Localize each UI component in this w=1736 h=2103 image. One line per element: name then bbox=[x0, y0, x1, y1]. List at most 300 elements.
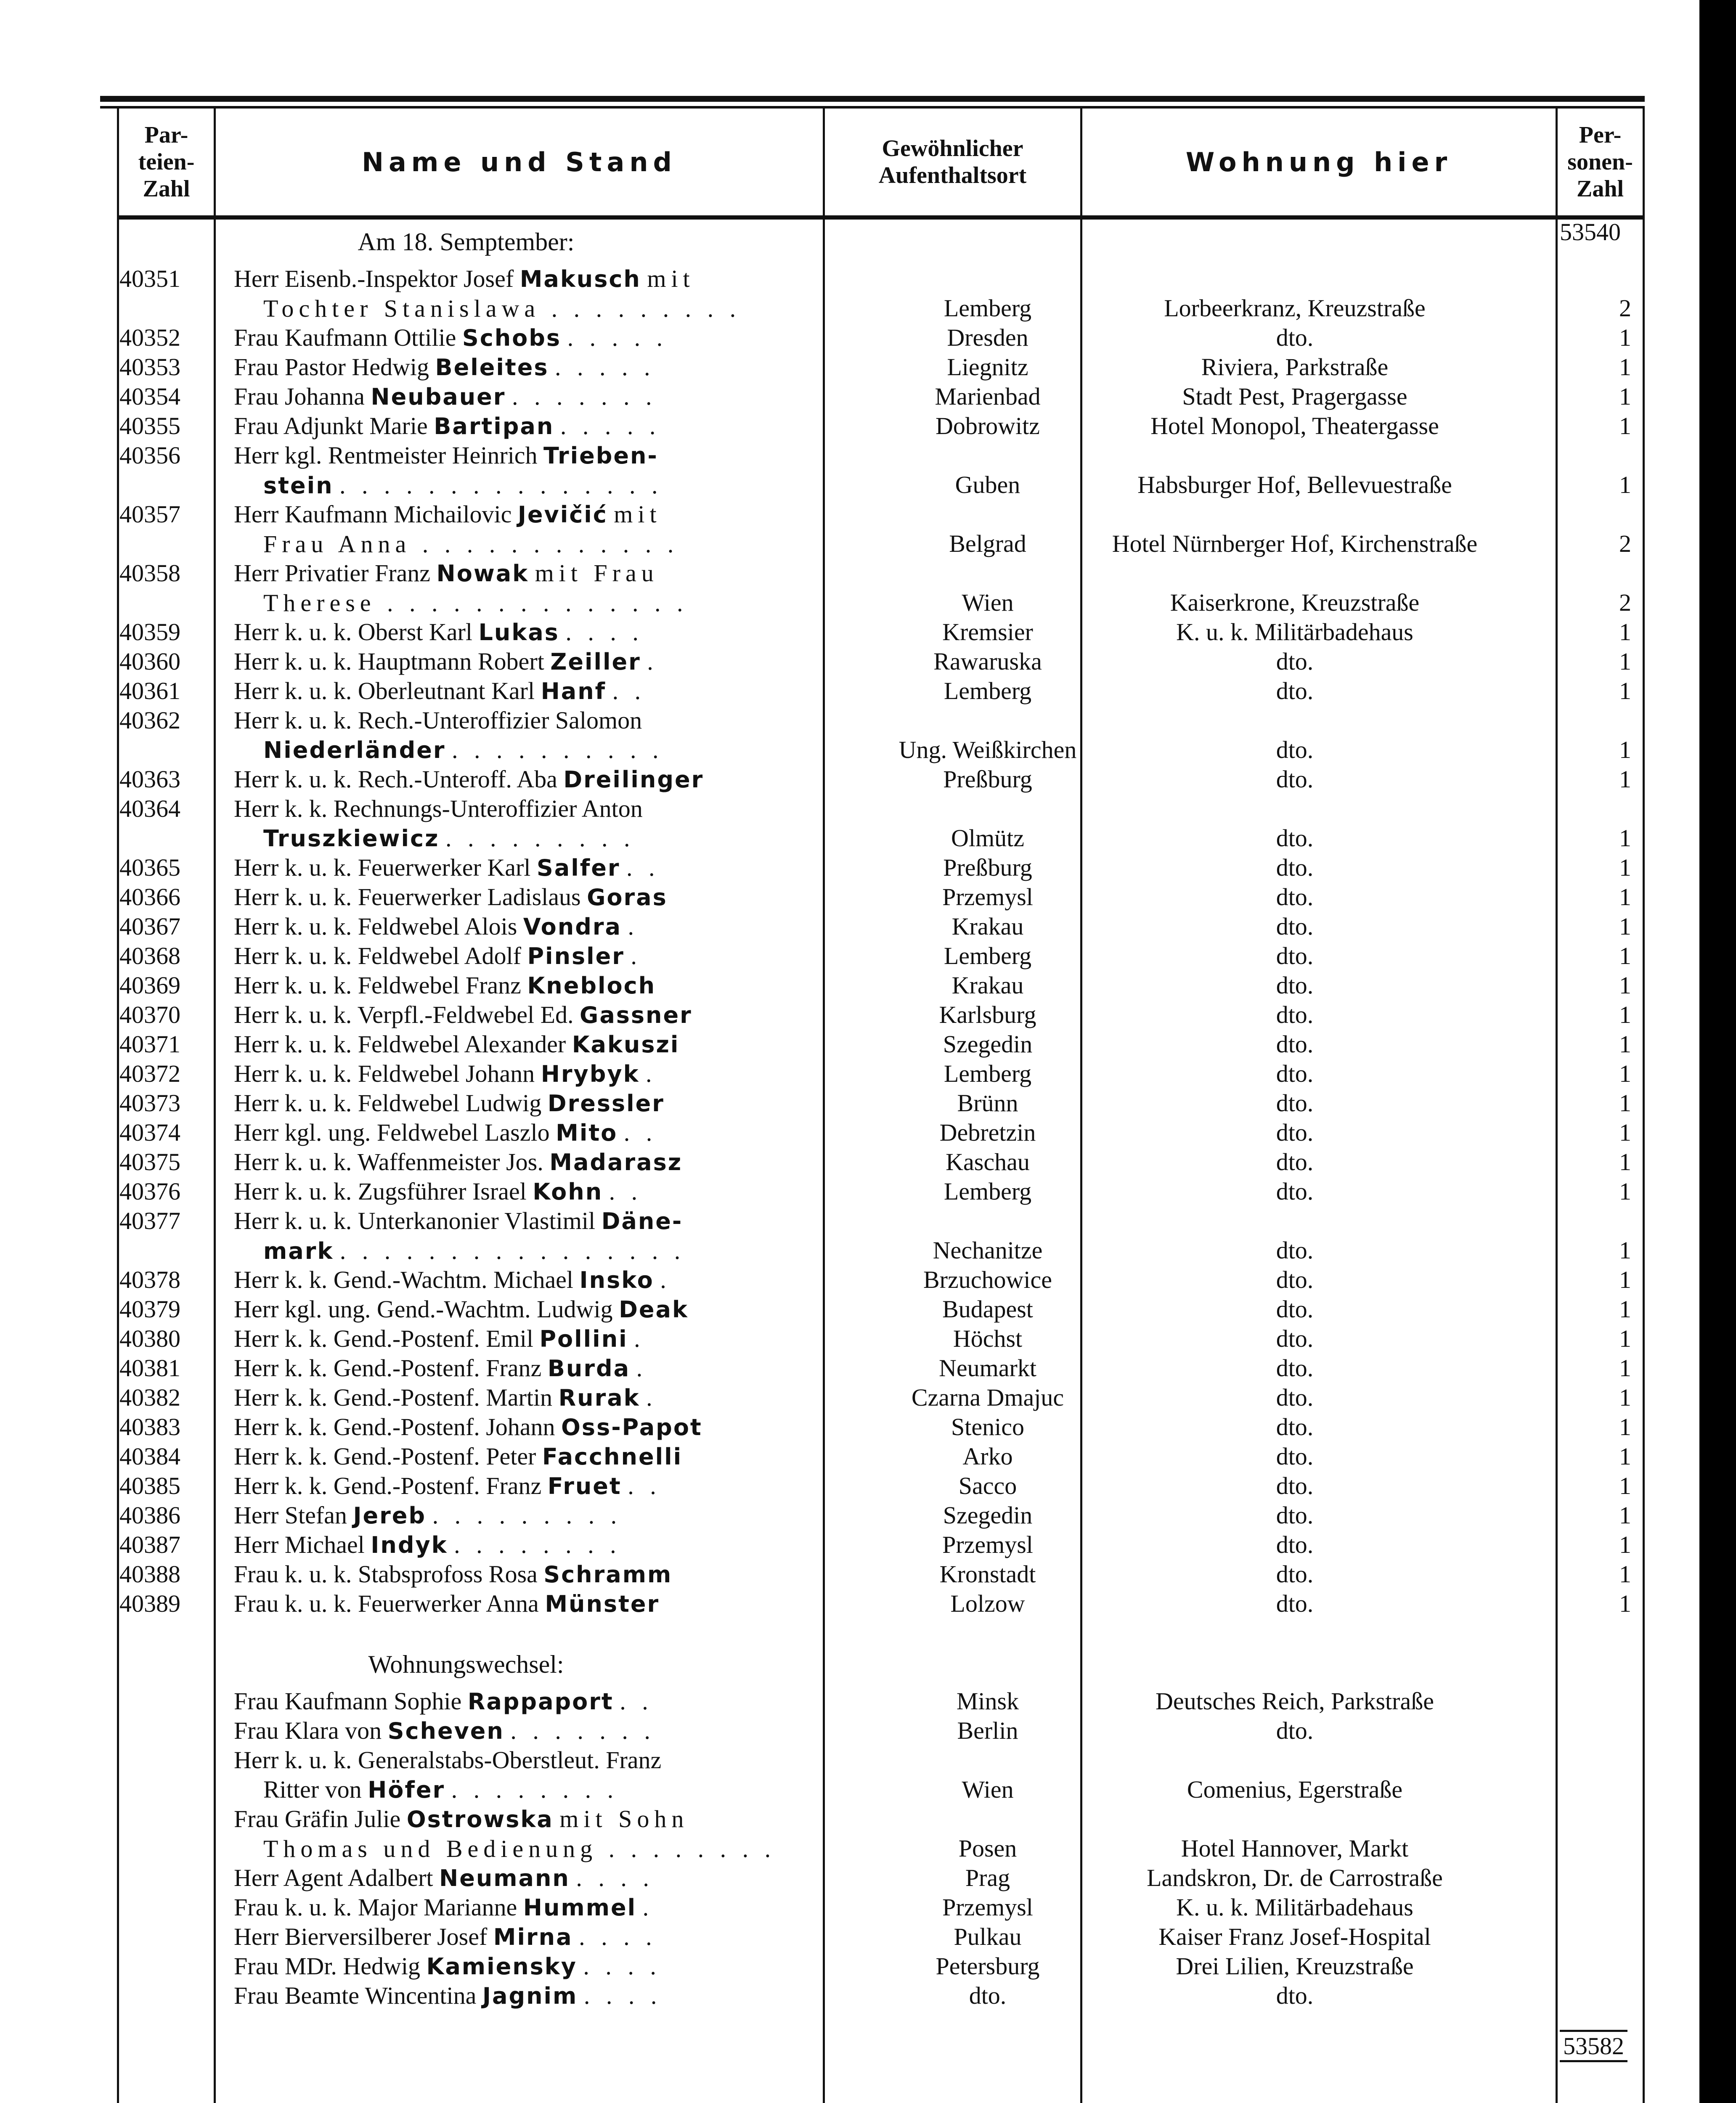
name-line2-prefix: Ritter von bbox=[263, 1776, 362, 1803]
entry-line1 bbox=[234, 1922, 657, 1952]
origin: Lolzow bbox=[950, 1590, 1025, 1617]
entry-name bbox=[234, 1206, 915, 1266]
origin: Olmütz bbox=[951, 824, 1024, 852]
name-prefix: Herr Bierversilberer Josef bbox=[234, 1923, 488, 1950]
person-count: 1 bbox=[1619, 648, 1631, 675]
entry-name bbox=[234, 264, 915, 323]
entry-name bbox=[234, 1893, 915, 1923]
section-date: Am 18. Semptember: bbox=[358, 228, 575, 256]
entry-name bbox=[234, 617, 915, 647]
address: Kaiserkrone, Kreuzstraße bbox=[1170, 589, 1420, 616]
entry-line1 bbox=[234, 1501, 622, 1531]
entry-name bbox=[234, 382, 915, 412]
address: dto. bbox=[1276, 1590, 1314, 1617]
entry-line1 bbox=[234, 1206, 683, 1236]
entry-line1 bbox=[234, 352, 655, 382]
surname: Neubauer bbox=[371, 384, 506, 410]
origin: Przemysl bbox=[942, 1894, 1033, 1921]
entry-name bbox=[234, 1952, 915, 1981]
address: dto. bbox=[1276, 942, 1314, 969]
name-suffix: mit bbox=[647, 265, 695, 292]
register-row bbox=[100, 1206, 1645, 1265]
register-row bbox=[100, 382, 1645, 411]
person-count: 1 bbox=[1619, 1354, 1631, 1382]
register-row bbox=[100, 411, 1645, 441]
entry-name bbox=[234, 1295, 915, 1324]
entry-line1 bbox=[234, 882, 668, 912]
entry-name bbox=[234, 1442, 915, 1472]
address: dto. bbox=[1276, 1060, 1314, 1087]
address: dto. bbox=[1276, 1119, 1314, 1146]
party-number: 40356 bbox=[119, 442, 180, 469]
address: Kaiser Franz Josef-Hospital bbox=[1158, 1923, 1431, 1950]
entry-name bbox=[234, 1030, 915, 1059]
register-row bbox=[100, 941, 1645, 971]
person-count: 1 bbox=[1619, 1030, 1631, 1058]
entry-line1 bbox=[234, 1353, 647, 1383]
name-prefix: Frau Kaufmann Ottilie bbox=[234, 324, 456, 351]
surname: Bartipan bbox=[434, 413, 554, 440]
origin: Pulkau bbox=[954, 1923, 1022, 1950]
address: dto. bbox=[1276, 324, 1314, 351]
entry-line2 bbox=[234, 735, 915, 765]
origin: Nechanitze bbox=[933, 1237, 1043, 1264]
entry-line1 bbox=[234, 1265, 671, 1295]
surname: Höfer bbox=[368, 1777, 445, 1803]
person-count: 1 bbox=[1619, 1295, 1631, 1323]
surname: Rappaport bbox=[467, 1688, 614, 1715]
surname: Dressler bbox=[547, 1090, 665, 1117]
party-number: 40389 bbox=[119, 1590, 180, 1617]
register-row bbox=[100, 1147, 1645, 1177]
name-prefix: Frau Gräfin Julie bbox=[234, 1805, 401, 1833]
name-prefix: Frau Klara von bbox=[234, 1717, 382, 1744]
name-suffix: . . . . bbox=[565, 618, 644, 646]
party-number: 40382 bbox=[119, 1384, 180, 1411]
name-prefix: Frau Johanna bbox=[234, 383, 365, 410]
name-suffix: . bbox=[646, 1384, 657, 1411]
entry-line2 bbox=[234, 1775, 915, 1805]
surname: Gassner bbox=[580, 1002, 692, 1028]
person-count: 1 bbox=[1619, 618, 1631, 646]
person-count: 1 bbox=[1619, 883, 1631, 911]
entry-line1 bbox=[234, 647, 658, 677]
change-row bbox=[100, 1804, 1645, 1863]
surname: Scheven bbox=[387, 1718, 504, 1744]
party-number: 40362 bbox=[119, 707, 180, 734]
top-rule bbox=[100, 96, 1645, 102]
name-prefix: Frau Beamte Wincentina bbox=[234, 1982, 477, 2009]
name-suffix: . . . . . . . . . bbox=[432, 1502, 622, 1529]
party-number: 40358 bbox=[119, 559, 180, 587]
origin: Rawaruska bbox=[933, 648, 1042, 675]
entry-line2 bbox=[234, 824, 915, 853]
surname: Niederländer bbox=[263, 737, 446, 763]
party-number: 40366 bbox=[119, 883, 180, 911]
name-prefix: Herr Kaufmann Michailovic bbox=[234, 501, 512, 528]
entry-line1 bbox=[234, 1687, 653, 1716]
person-count: 1 bbox=[1619, 1178, 1631, 1205]
name-prefix: Herr k. k. Rechnungs-Unteroffizier Anton bbox=[234, 795, 643, 822]
address: Landskron, Dr. de Carrostraße bbox=[1147, 1864, 1443, 1891]
register-row bbox=[100, 323, 1645, 352]
name-prefix: Herr k. u. k. Feldwebel Ludwig bbox=[234, 1089, 542, 1117]
entry-line1 bbox=[234, 1324, 645, 1354]
party-number: 40370 bbox=[119, 1001, 180, 1028]
name-line2: Frau Anna . . . . . . . . . . . . bbox=[263, 530, 679, 558]
party-number: 40378 bbox=[119, 1266, 180, 1293]
entry-line1 bbox=[234, 1745, 661, 1775]
surname: Burda bbox=[547, 1355, 631, 1382]
name-suffix: . . . . bbox=[579, 1923, 657, 1950]
change-row bbox=[100, 1687, 1645, 1716]
surname: Kohn bbox=[533, 1179, 603, 1205]
origin: Krakau bbox=[951, 913, 1024, 940]
address: dto. bbox=[1276, 1178, 1314, 1205]
person-count: 1 bbox=[1619, 854, 1631, 881]
person-count: 1 bbox=[1619, 972, 1631, 999]
entry-name bbox=[234, 1471, 915, 1501]
entry-line1 bbox=[234, 676, 646, 706]
party-number: 40374 bbox=[119, 1119, 180, 1146]
address: dto. bbox=[1276, 1384, 1314, 1411]
entry-line1 bbox=[234, 1412, 702, 1442]
name-prefix: Herr k. u. k. Feuerwerker Ladislaus bbox=[234, 883, 581, 911]
name-suffix: . . . . bbox=[576, 1864, 654, 1891]
person-count: 1 bbox=[1619, 1590, 1631, 1617]
name-prefix: Herr k. u. k. Waffenmeister Jos. bbox=[234, 1148, 543, 1176]
party-number: 40364 bbox=[119, 795, 180, 822]
party-number: 40351 bbox=[119, 265, 180, 292]
name-prefix: Herr k. u. k. Feldwebel Adolf bbox=[234, 942, 521, 969]
party-number: 40361 bbox=[119, 677, 180, 705]
name-prefix: Herr Eisenb.-Inspektor Josef bbox=[234, 265, 514, 292]
surname: Mirna bbox=[493, 1924, 573, 1950]
entry-line1 bbox=[234, 1442, 682, 1472]
origin: Przemysl bbox=[942, 1531, 1033, 1558]
running-total-end: 53582 bbox=[1560, 2030, 1627, 2062]
address: dto. bbox=[1276, 1531, 1314, 1558]
header-origin: Gewöhnlicher Aufenthaltsort bbox=[878, 135, 1027, 188]
name-suffix: . . bbox=[612, 677, 646, 705]
party-number: 40354 bbox=[119, 383, 180, 410]
name-prefix: Herr k. u. k. Feldwebel Franz bbox=[234, 972, 521, 999]
party-number: 40355 bbox=[119, 412, 180, 440]
surname: Kamiensky bbox=[426, 1953, 577, 1980]
person-count: 1 bbox=[1619, 1325, 1631, 1352]
register-row bbox=[100, 1501, 1645, 1530]
surname: Beleites bbox=[435, 354, 549, 381]
name-suffix: . . . . . bbox=[554, 353, 655, 381]
entry-line2 bbox=[234, 530, 915, 559]
party-number: 40367 bbox=[119, 913, 180, 940]
party-number: 40384 bbox=[119, 1443, 180, 1470]
person-count: 1 bbox=[1619, 1531, 1631, 1558]
origin: Petersburg bbox=[936, 1952, 1040, 1980]
change-row bbox=[100, 1981, 1645, 2010]
person-count: 2 bbox=[1619, 294, 1631, 322]
origin: Marienbad bbox=[935, 383, 1041, 410]
address: dto. bbox=[1276, 913, 1314, 940]
name-suffix: . . . . . . . . bbox=[454, 1531, 621, 1558]
entry-line2 bbox=[234, 471, 915, 501]
address: Lorbeerkranz, Kreuzstraße bbox=[1164, 294, 1426, 322]
section-change-row bbox=[100, 1642, 1645, 1687]
register-row bbox=[100, 559, 1645, 617]
name-suffix: . bbox=[647, 648, 658, 675]
entry-name bbox=[234, 411, 915, 441]
entry-line1 bbox=[234, 1981, 662, 2011]
register-row bbox=[100, 617, 1645, 647]
surname: Zeiller bbox=[550, 649, 641, 675]
origin: Lemberg bbox=[944, 677, 1032, 705]
party-number: 40377 bbox=[119, 1207, 180, 1234]
origin: Brzuchowice bbox=[923, 1266, 1052, 1293]
surname: Lukas bbox=[478, 619, 559, 646]
person-count: 1 bbox=[1619, 1060, 1631, 1087]
change-row bbox=[100, 1745, 1645, 1804]
address: dto. bbox=[1276, 1472, 1314, 1499]
address: Riviera, Parkstraße bbox=[1201, 353, 1389, 381]
entry-line1 bbox=[234, 323, 668, 353]
entry-line1 bbox=[234, 441, 658, 471]
register-row bbox=[100, 912, 1645, 941]
section-date-row bbox=[100, 220, 1645, 264]
entry-name bbox=[234, 1589, 915, 1619]
entry-line1 bbox=[234, 500, 662, 530]
register-row bbox=[100, 1030, 1645, 1059]
origin: Neumarkt bbox=[939, 1354, 1036, 1382]
entry-name bbox=[234, 853, 915, 883]
header-rule bbox=[117, 215, 1645, 220]
origin: Berlin bbox=[957, 1717, 1018, 1744]
origin: Lemberg bbox=[944, 1060, 1032, 1087]
party-number: 40369 bbox=[119, 972, 180, 999]
origin: Krakau bbox=[951, 972, 1024, 999]
name-suffix: . . . . bbox=[583, 1982, 662, 2009]
name-prefix: Herr k. u. k. Feldwebel Johann bbox=[234, 1060, 535, 1087]
surname: Neumann bbox=[439, 1865, 570, 1891]
party-number: 40357 bbox=[119, 501, 180, 528]
entry-line2 bbox=[234, 1834, 915, 1864]
origin: Szegedin bbox=[943, 1030, 1033, 1058]
entry-line1 bbox=[234, 1589, 660, 1619]
name-prefix: Frau Adjunkt Marie bbox=[234, 412, 428, 440]
entry-line1 bbox=[234, 765, 704, 795]
address: dto. bbox=[1276, 1354, 1314, 1382]
header-number: Par- teien- Zahl bbox=[138, 122, 195, 202]
name-line2: . . . . . . . . bbox=[451, 1776, 619, 1803]
entry-line1 bbox=[234, 411, 660, 441]
surname: Hummel bbox=[523, 1894, 637, 1921]
name-prefix: Herr k. u. k. Generalstabs-Oberstleut. Franz bbox=[234, 1746, 662, 1774]
address: dto. bbox=[1276, 1413, 1314, 1441]
surname: Goras bbox=[587, 884, 668, 911]
person-count: 1 bbox=[1619, 1237, 1631, 1264]
entry-name bbox=[234, 1863, 915, 1893]
change-row bbox=[100, 1893, 1645, 1922]
name-prefix: Herr k. k. Gend.-Postenf. Franz bbox=[234, 1472, 542, 1499]
register-row bbox=[100, 676, 1645, 706]
name-line2: . . . . . . . . . . bbox=[452, 736, 664, 763]
entry-name bbox=[234, 765, 915, 795]
surname: Schramm bbox=[543, 1561, 673, 1588]
entry-name bbox=[234, 706, 915, 765]
person-count: 1 bbox=[1619, 824, 1631, 852]
origin: Kremsier bbox=[942, 618, 1033, 646]
name-prefix: Frau k. u. k. Major Marianne bbox=[234, 1894, 517, 1921]
entry-name bbox=[234, 1922, 915, 1952]
name-prefix: Herr k. u. k. Verpfl.-Feldwebel Ed. bbox=[234, 1001, 574, 1028]
entry-line1 bbox=[234, 1560, 672, 1589]
name-prefix: Herr k. k. Gend.-Postenf. Franz bbox=[234, 1354, 542, 1382]
name-suffix: . . bbox=[628, 1472, 661, 1499]
name-line2: . . . . . . . . . bbox=[445, 824, 635, 852]
entry-name bbox=[234, 352, 915, 382]
name-suffix: . bbox=[636, 1354, 648, 1382]
origin: Lemberg bbox=[944, 942, 1032, 969]
person-count: 1 bbox=[1619, 765, 1631, 793]
register-row bbox=[100, 1560, 1645, 1589]
surname: stein bbox=[263, 472, 334, 499]
name-suffix: . . bbox=[620, 1687, 653, 1715]
entry-line1 bbox=[234, 1000, 692, 1030]
person-count: 1 bbox=[1619, 1119, 1631, 1146]
person-count: 1 bbox=[1619, 677, 1631, 705]
register-row bbox=[100, 765, 1645, 794]
name-prefix: Herr k. u. k. Oberleutnant Karl bbox=[234, 677, 535, 705]
entry-line1 bbox=[234, 1295, 689, 1324]
surname: Mito bbox=[556, 1120, 618, 1146]
name-prefix: Frau Kaufmann Sophie bbox=[234, 1687, 462, 1715]
name-prefix: Herr k. k. Gend.-Wachtm. Michael bbox=[234, 1266, 574, 1293]
name-suffix: mit Frau bbox=[535, 559, 659, 587]
name-suffix: . . bbox=[609, 1178, 643, 1205]
origin: Posen bbox=[958, 1835, 1017, 1862]
address: dto. bbox=[1276, 1001, 1314, 1028]
origin: dto. bbox=[969, 1982, 1007, 2009]
surname: Pollini bbox=[539, 1326, 628, 1352]
surname: Knebloch bbox=[527, 972, 656, 999]
party-number: 40387 bbox=[119, 1531, 180, 1558]
entry-name bbox=[234, 794, 915, 853]
person-count: 1 bbox=[1619, 1502, 1631, 1529]
party-number: 40360 bbox=[119, 648, 180, 675]
register-row bbox=[100, 264, 1645, 323]
address: dto. bbox=[1276, 854, 1314, 881]
name-prefix: Herr Michael bbox=[234, 1531, 365, 1558]
person-count: 1 bbox=[1619, 353, 1631, 381]
origin: Kronstadt bbox=[939, 1560, 1036, 1588]
entry-line1 bbox=[234, 1804, 689, 1834]
address: dto. bbox=[1276, 1717, 1314, 1744]
surname: Vondra bbox=[523, 914, 622, 940]
header-address: Wohnung hier bbox=[1185, 146, 1452, 177]
address: dto. bbox=[1276, 736, 1314, 763]
entry-name bbox=[234, 1383, 915, 1413]
register-row bbox=[100, 441, 1645, 500]
name-suffix: mit Sohn bbox=[559, 1805, 689, 1833]
origin: Höchst bbox=[953, 1325, 1023, 1352]
name-prefix: Frau k. u. k. Feuerwerker Anna bbox=[234, 1590, 539, 1617]
entry-name bbox=[234, 1687, 915, 1716]
name-suffix: . bbox=[642, 1894, 654, 1921]
origin: Ung. Weißkirchen bbox=[898, 736, 1077, 763]
surname: Schobs bbox=[462, 325, 562, 351]
entry-name bbox=[234, 1089, 915, 1118]
address: dto. bbox=[1276, 1148, 1314, 1176]
change-row bbox=[100, 1922, 1645, 1952]
surname: Facchnelli bbox=[542, 1443, 683, 1470]
name-suffix: . bbox=[631, 942, 642, 969]
register-row bbox=[100, 500, 1645, 559]
entry-name bbox=[234, 1000, 915, 1030]
origin: Czarna Dmajuc bbox=[911, 1384, 1064, 1411]
name-suffix: . . . . . bbox=[567, 324, 668, 351]
origin: Wien bbox=[962, 589, 1014, 616]
entry-line1 bbox=[234, 853, 660, 883]
origin: Karlsburg bbox=[939, 1001, 1036, 1028]
entry-line1 bbox=[234, 1059, 657, 1089]
name-suffix: mit bbox=[614, 501, 662, 528]
address: Hotel Monopol, Theatergasse bbox=[1150, 412, 1439, 440]
person-count: 1 bbox=[1619, 1443, 1631, 1470]
register-row bbox=[100, 1177, 1645, 1206]
entry-line1 bbox=[234, 1716, 655, 1746]
party-number: 40385 bbox=[119, 1472, 180, 1499]
register-row bbox=[100, 1295, 1645, 1324]
address: dto. bbox=[1276, 1237, 1314, 1264]
surname: Truszkiewicz bbox=[263, 825, 440, 852]
entry-line1 bbox=[234, 1893, 654, 1923]
entry-line1 bbox=[234, 1952, 661, 1981]
person-count: 1 bbox=[1619, 471, 1631, 498]
entry-line1 bbox=[234, 1147, 682, 1177]
person-count: 1 bbox=[1619, 736, 1631, 763]
surname: Oss-Papot bbox=[561, 1414, 702, 1441]
name-suffix: . . . . . . . bbox=[510, 1717, 655, 1744]
entry-name bbox=[234, 1324, 915, 1354]
register-body bbox=[100, 220, 1645, 2010]
entry-name bbox=[234, 441, 915, 501]
entry-line1 bbox=[234, 794, 643, 824]
surname: Kakuszi bbox=[572, 1031, 680, 1058]
surname: Pinsler bbox=[527, 943, 625, 969]
origin: Preßburg bbox=[943, 854, 1032, 881]
name-suffix: . . bbox=[623, 1119, 657, 1146]
section-change: Wohnungswechsel: bbox=[368, 1650, 564, 1678]
party-number: 40365 bbox=[119, 854, 180, 881]
address: Stadt Pest, Pragergasse bbox=[1182, 383, 1407, 410]
register-row bbox=[100, 853, 1645, 882]
entry-line1 bbox=[234, 1863, 654, 1893]
name-line2: Therese . . . . . . . . . . . . . . bbox=[263, 589, 688, 617]
surname: Ostrowska bbox=[406, 1806, 554, 1833]
address: dto. bbox=[1276, 1266, 1314, 1293]
person-count: 1 bbox=[1619, 1089, 1631, 1117]
entry-name bbox=[234, 323, 915, 353]
register-row bbox=[100, 352, 1645, 382]
name-prefix: Herr kgl. Rentmeister Heinrich bbox=[234, 442, 538, 469]
entry-line1 bbox=[234, 264, 695, 294]
surname: Hrybyk bbox=[541, 1061, 640, 1087]
change-row bbox=[100, 1952, 1645, 1981]
surname: Hanf bbox=[541, 678, 607, 705]
surname: Salfer bbox=[536, 855, 620, 881]
person-count: 1 bbox=[1619, 1560, 1631, 1588]
origin: Budapest bbox=[942, 1295, 1033, 1323]
surname: Makusch bbox=[519, 266, 641, 292]
